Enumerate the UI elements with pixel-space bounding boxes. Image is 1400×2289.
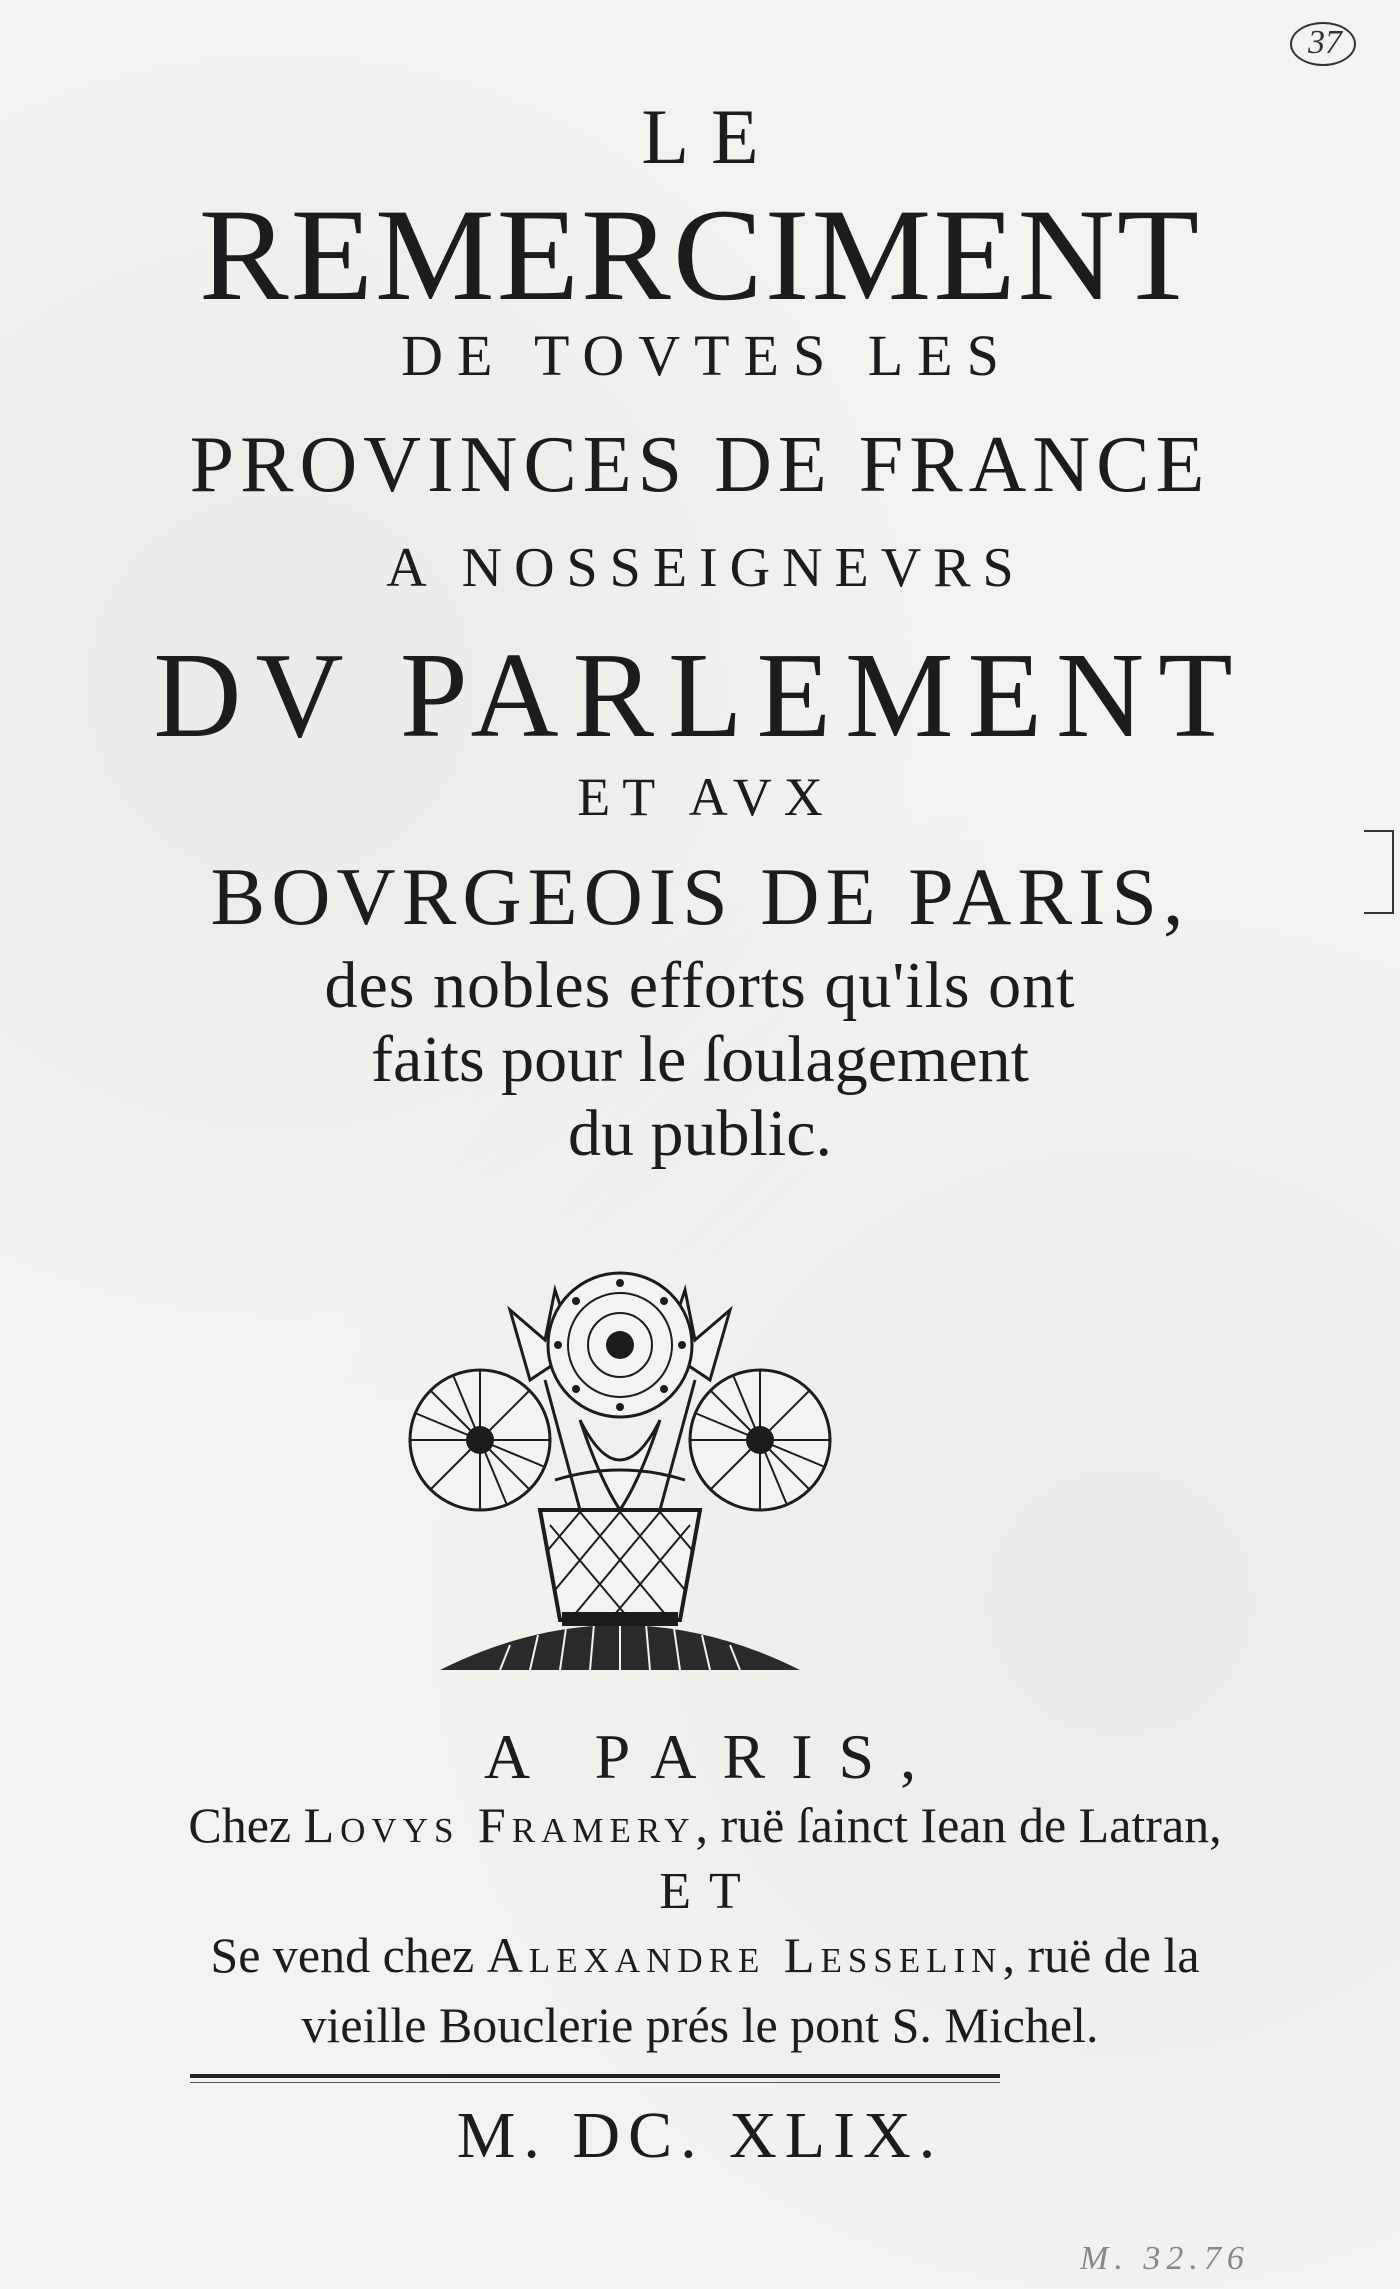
divider-rule bbox=[190, 2074, 1000, 2078]
imprint-printer-name: Lovys Framery bbox=[303, 1797, 696, 1853]
imprint-and: ET bbox=[659, 1863, 759, 1920]
imprint-printer-suffix: , ruë ſainct Iean de Latran, bbox=[695, 1797, 1222, 1853]
title-line-parlement: DV PARLEMENT bbox=[153, 628, 1247, 763]
folio-number: 37 bbox=[1290, 18, 1360, 68]
title-line-de-toutes-les: DE TOVTES LES bbox=[401, 323, 1013, 388]
subtitle-line-1: des nobles efforts qu'ils ont bbox=[324, 949, 1076, 1022]
title-line-provinces: PROVINCES DE FRANCE bbox=[189, 421, 1211, 509]
subtitle-line-2: faits pour le ſoulagement bbox=[371, 1023, 1029, 1096]
imprint-printer bbox=[60, 1796, 1350, 1854]
imprint-seller bbox=[60, 1926, 1350, 1984]
title-line-le: LE bbox=[641, 93, 781, 180]
imprint-seller-prefix: Se vend chez bbox=[210, 1927, 487, 1983]
flower-basket-ornament-icon bbox=[380, 1250, 860, 1690]
title-line-remerciment: REMERCIMENT bbox=[198, 181, 1202, 328]
imprint-seller-name: Alexandre Lesselin bbox=[486, 1927, 1003, 1983]
shelfmark: M. 32.76 bbox=[1080, 2240, 1250, 2277]
divider-rule-thin bbox=[190, 2082, 1000, 2083]
subtitle-line-3: du public. bbox=[568, 1097, 832, 1170]
title-line-nosseigneurs: A NOSSEIGNEVRS bbox=[386, 537, 1026, 599]
publication-date: M. DC. XLIX. bbox=[456, 2099, 944, 2172]
imprint-printer-prefix: Chez bbox=[188, 1797, 304, 1853]
title-line-bourgeois: BOVRGEOIS DE PARIS, bbox=[210, 851, 1190, 942]
imprint-place: A PARIS, bbox=[483, 1721, 943, 1792]
imprint-seller-address: vieille Bouclerie prés le pont S. Michel. bbox=[301, 1997, 1099, 2053]
imprint-seller-suffix: , ruë de la bbox=[1002, 1927, 1200, 1983]
title-line-et-aux: ET AVX bbox=[577, 767, 835, 827]
margin-bracket bbox=[1364, 830, 1394, 914]
